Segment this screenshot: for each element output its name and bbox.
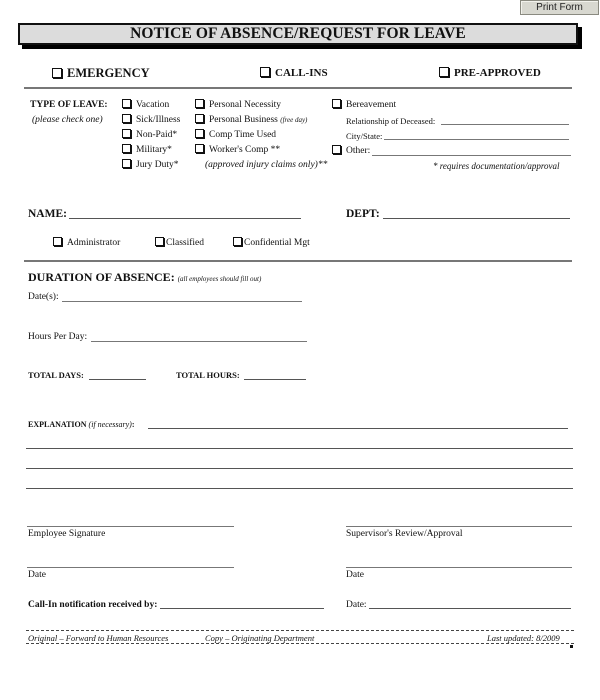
hours-per-day-label: Hours Per Day: [28,332,88,342]
duration-heading: DURATION OF ABSENCE: [28,270,175,284]
supervisor-approval-field[interactable] [346,526,572,527]
explanation-heading: EXPLANATION [28,420,87,429]
total-days-label: TOTAL DAYS: [28,370,84,380]
checkbox-icon[interactable] [233,237,242,246]
documentation-footnote: * requires documentation/approval [433,161,560,171]
option-label: Other: [346,146,371,156]
option-label: Vacation [136,100,170,110]
dates-field[interactable] [62,301,302,302]
leave-option-comp-time[interactable] [195,130,276,140]
explanation-field-4[interactable] [26,488,573,489]
supervisor-date-field[interactable] [346,567,572,568]
total-days-field[interactable] [89,379,146,380]
corner-marker [570,645,573,648]
workers-comp-note: (approved injury claims only)** [205,160,328,170]
option-label: Non-Paid* [136,130,178,140]
checkbox-icon[interactable] [195,129,204,138]
category-emergency[interactable] [52,66,150,81]
explanation-note: (if necessary) [88,420,132,429]
checkbox-icon[interactable] [195,144,204,153]
total-hours-field[interactable] [244,379,306,380]
checkbox-icon[interactable] [52,68,62,78]
duration-label [28,270,261,285]
explanation-label [28,420,135,429]
checkbox-icon[interactable] [195,99,204,108]
callin-date-label: Date: [346,600,367,610]
footer-original: Original – Forward to Human Resources [28,633,169,643]
checkbox-icon[interactable] [122,129,131,138]
total-hours-label: TOTAL HOURS: [176,370,240,380]
leave-option-personal-business[interactable] [195,115,307,125]
duration-note: (all employees should fill out) [177,275,262,283]
option-label: Personal Necessity [209,100,282,110]
option-label: Bereavement [346,100,397,110]
leave-option-sick[interactable] [122,115,180,125]
option-label: Confidential Mgt [244,238,310,248]
checkbox-icon[interactable] [122,159,131,168]
category-label: PRE-APPROVED [454,67,541,79]
option-label: Sick/Illness [136,115,181,125]
name-field[interactable] [69,218,301,219]
option-label: Classified [166,238,204,248]
callin-label: Call-In notification received by: [28,600,158,610]
checkbox-icon[interactable] [53,237,62,246]
type-of-leave-hint: (please check one) [32,115,103,125]
leave-option-other[interactable] [332,146,370,156]
employee-type-classified[interactable] [155,238,204,248]
dept-field[interactable] [383,218,570,219]
checkbox-icon[interactable] [122,144,131,153]
type-of-leave-label: TYPE OF LEAVE: [30,100,108,110]
relationship-field[interactable] [441,124,569,125]
section-divider [24,87,572,89]
callin-date-field[interactable] [369,608,571,609]
leave-option-military[interactable] [122,145,172,155]
category-label: CALL-INS [275,67,328,79]
leave-option-jury-duty[interactable] [122,160,179,170]
option-label: Jury Duty* [136,160,179,170]
other-field[interactable] [372,155,571,156]
explanation-field-1[interactable] [148,428,568,429]
category-call-ins[interactable] [260,67,328,79]
checkbox-icon[interactable] [260,67,270,77]
employee-signature-field[interactable] [27,526,234,527]
dates-label: Date(s): [28,292,59,302]
name-label: NAME: [28,208,67,220]
leave-option-non-paid[interactable] [122,130,177,140]
employee-type-confidential[interactable] [233,238,310,248]
employee-signature-label: Employee Signature [28,529,106,539]
print-form-button[interactable]: Print Form [520,0,599,15]
checkbox-icon[interactable] [195,114,204,123]
supervisor-date-label: Date [346,570,364,580]
leave-option-personal-necessity[interactable] [195,100,281,110]
checkbox-icon[interactable] [332,99,341,108]
checkbox-icon[interactable] [122,114,131,123]
leave-option-workers-comp[interactable] [195,145,280,155]
free-day-note: (free day) [280,116,308,124]
leave-option-vacation[interactable] [122,100,169,110]
supervisor-approval-label: Supervisor's Review/Approval [346,529,463,539]
footer-last-updated: Last updated: 8/2009 [487,633,560,643]
callin-received-by-field[interactable] [160,608,324,609]
dept-label: DEPT: [346,208,380,220]
employee-date-label: Date [28,570,46,580]
city-state-field[interactable] [384,139,569,140]
employee-date-field[interactable] [27,567,234,568]
option-label: Comp Time Used [209,130,277,140]
leave-option-bereavement[interactable] [332,100,396,110]
option-label: Personal Business [209,115,278,125]
city-state-label: City/State: [346,131,383,141]
checkbox-icon[interactable] [332,145,341,154]
section-divider [24,260,572,262]
explanation-colon: : [131,420,135,429]
footer-divider-bottom [26,643,574,644]
explanation-field-2[interactable] [26,448,573,449]
option-label: Military* [136,145,172,155]
checkbox-icon[interactable] [439,67,449,77]
page-title: NOTICE OF ABSENCE/REQUEST FOR LEAVE [18,23,578,45]
relationship-label: Relationship of Deceased: [346,116,436,126]
checkbox-icon[interactable] [155,237,164,246]
hours-per-day-field[interactable] [91,341,307,342]
option-label: Administrator [67,238,121,248]
category-pre-approved[interactable] [439,67,541,79]
employee-type-administrator[interactable] [53,238,120,248]
category-label: EMERGENCY [67,66,150,80]
checkbox-icon[interactable] [122,99,131,108]
footer-copy: Copy – Originating Department [205,633,315,643]
option-label: Worker's Comp ** [209,145,281,155]
footer-divider-top [26,630,574,631]
explanation-field-3[interactable] [26,468,573,469]
